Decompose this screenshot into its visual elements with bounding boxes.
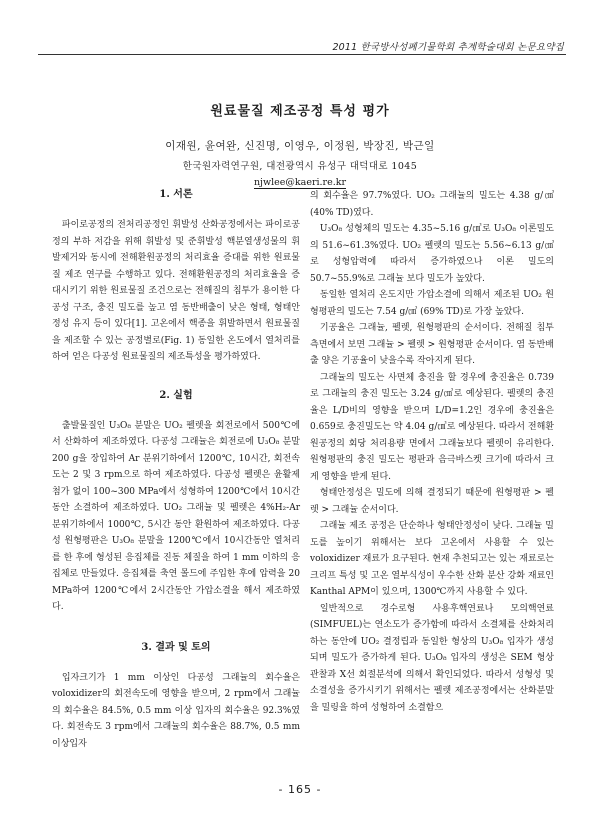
- section-heading-experiment: 2. 실험: [159, 389, 193, 401]
- simfuel-paragraph: 일반적으로 경수로형 사용후핵연료나 모의핵연료(SIMFUEL)는 연소도가 증가함에 따라서 소결체를 산화처리하는 동안에 UO₂ 결정립과 동일한 형상의 U₃O₈ 입자가 생성되며 밀도가 증가하게 된다. U₃O₈ 입자의 생성은 SEM 형상 관찰과 X선 회절분석에 의해서 확인되었다. 따라서 성형성 및 소결성을 증가시키기 위해서는 펠렛 제조공정에서는 산화분말을 밀링을 하여 성형하여 소결함으: [310, 603, 554, 713]
- page-number: - 165 -: [278, 783, 322, 796]
- section-heading-intro: 1. 서론: [159, 189, 193, 200]
- header-rule: [38, 54, 566, 55]
- granule-process-paragraph: 그래뉼 제조 공정은 단순하나 형태안정성이 낮다. 그래뉼 밀도를 높이기 위해서는 보다 고온에서 사용할 수 있는 voloxidizer 재료가 요구된다. 현재 추천되고는 있는 재료로는 크리프 특성 및 고온 열부식성이 우수한 산화 분산 강화 재료인 Kanthal APM이 있으며, 1300℃까지 사용할 수 있다.: [310, 521, 554, 597]
- packing-density-paragraph: 그래뉼의 밀도는 사면체 충진을 할 경우에 충진율은 0.739로 그래뉼의 충진 밀도는 3.24 g/㎤로 예상된다. 펠렛의 충진율은 L/D비의 영향을 받으며 L/D=1.2인 경우에 충진율은 0.659로 충진밀도는 약 4.04 g/㎤로 예상된다. 따라서 전해환원공정의 회당 처리용량 면에서 그래뉼보다 펠렛이 유리한다. 원형평판의 충진 밀도는 평판과 음극바스켓 크기에 따라서 크게 영향을 받게 된다.: [310, 372, 554, 482]
- email-address[interactable]: njwlee@kaeri.re.kr: [253, 177, 347, 188]
- experiment-paragraph: 출발물질인 U₃O₈ 분말은 UO₂ 펠렛을 회전로에서 500℃에서 산화하여 제조하였다. 다공성 그래뉼은 회전로에 U₃O₈ 분말 200 g을 장입하여 Ar 분위기하에서 1200℃, 10시간, 회전속도는 2 및 3 rpm으로 하여 제조하였다. 다공성 펠렛은 윤활제 첨가 없이 100~300 MPa에서 성형하여 1200℃에서 10시간동안 소결하여 제조하였다. UO₂ 그래뉼 및 펠렛은 4%H₂-Ar 분위기하에서 1000℃, 5시간 동안 환원하여 제조하였다. 다공성 원형평판은 U₃O₈ 분말을 1200℃에서 10시간동안 열처리를 한 후에 형성된 응집체를 진동 체질을 하여 1 mm 이하의 응집체로 만들었다. 응집체를 축연 몰드에 주입한 후에 압력을 20 MPa하여 1200℃에서 2시간동안 가압소결을 해서 제조하였다.: [52, 420, 300, 612]
- title-block: [40, 100, 560, 188]
- results-paragraph-cont: 의 회수율은 97.7%였다. UO₂ 그래뉼의 밀도는 4.38 g/㎤ (40% TD)였다.: [310, 191, 554, 218]
- section-heading-results: 3. 결과 및 토의: [141, 641, 211, 653]
- left-column: [52, 187, 300, 752]
- porosity-paragraph: 기공율은 그래뉼, 펠렛, 원형평판의 순서이다. 전해질 침투 측면에서 보면 그래뉼 > 펠렛 > 원형평판 순서이다. 염 동반배출 양은 기공율이 낮을수록 작아지게 된다.: [310, 323, 554, 366]
- intro-paragraph: 파이로공정의 전처리공정인 휘발성 산화공정에서는 파이로공정의 부하 저감을 위해 휘발성 및 준휘발성 핵분열생성물의 휘발제거와 동시에 전해환원공정의 처리효율 증대를 위한 원료물질 제조 연구를 수행하고 있다. 전해환원공정의 처리효율을 증대시키기 위한 원료물질 조건으로는 전해질의 침투가 용이한 다공성 구조, 충진 밀도를 높고 염 동반배출이 낮은 형태, 형태안정성 유지 등이 있다[1]. 고온에서 핵종을 휘발하면서 원료물질을 제조할 수 있는 공정별로(Fig. 1) 동일한 온도에서 열처리를 하여 얻은 다공성 원료물질의 제조특성을 평가하였다.: [52, 220, 300, 362]
- shape-stability-paragraph: 형태안정성은 밀도에 의해 결정되기 때문에 원형평판 > 펠렛 > 그래뉼 순서이다.: [310, 488, 554, 515]
- affiliation: 한국원자력연구원, 대전광역시 유성구 대덕대로 1045: [182, 161, 418, 172]
- pressure-sintering-paragraph: 동일한 열처리 온도지만 가압소결에 의해서 제조된 UO₂ 원형평판의 밀도는 7.54 g/㎤ (69% TD)로 가장 높았다.: [310, 290, 554, 317]
- results-paragraph: 입자크기가 1 mm 이상인 다공성 그래뉼의 회수율은 voloxidizer의 회전속도에 영향을 받으며, 2 rpm에서 그래뉼의 회수율은 84.5%, 0.5 mm 이상 입자의 회수율은 92.3%였다. 회전속도 3 rpm에서 그래뉼의 회수율은 88.7%, 0.5 mm 이상입자: [52, 672, 300, 749]
- right-column: [310, 188, 554, 716]
- paper-title: 원료물질 제조공정 특성 평가: [210, 104, 390, 119]
- author-list: 이재원, 윤여완, 신진명, 이영우, 이정원, 박장진, 박근일: [165, 140, 435, 152]
- density-paragraph: U₃O₈ 성형체의 밀도는 4.35~5.16 g/㎤로 U₃O₈ 이론밀도의 51.6~61.3%였다. UO₂ 펠렛의 밀도는 5.56~6.13 g/㎤로 성형압력에 따라서 증가하였으나 이론 밀도의 50.7~55.9%로 그래뉼 보다 밀도가 높았다.: [310, 224, 554, 284]
- conference-name: 2011 한국방사성폐기물학회 추계학술대회 논문요약집: [332, 42, 564, 53]
